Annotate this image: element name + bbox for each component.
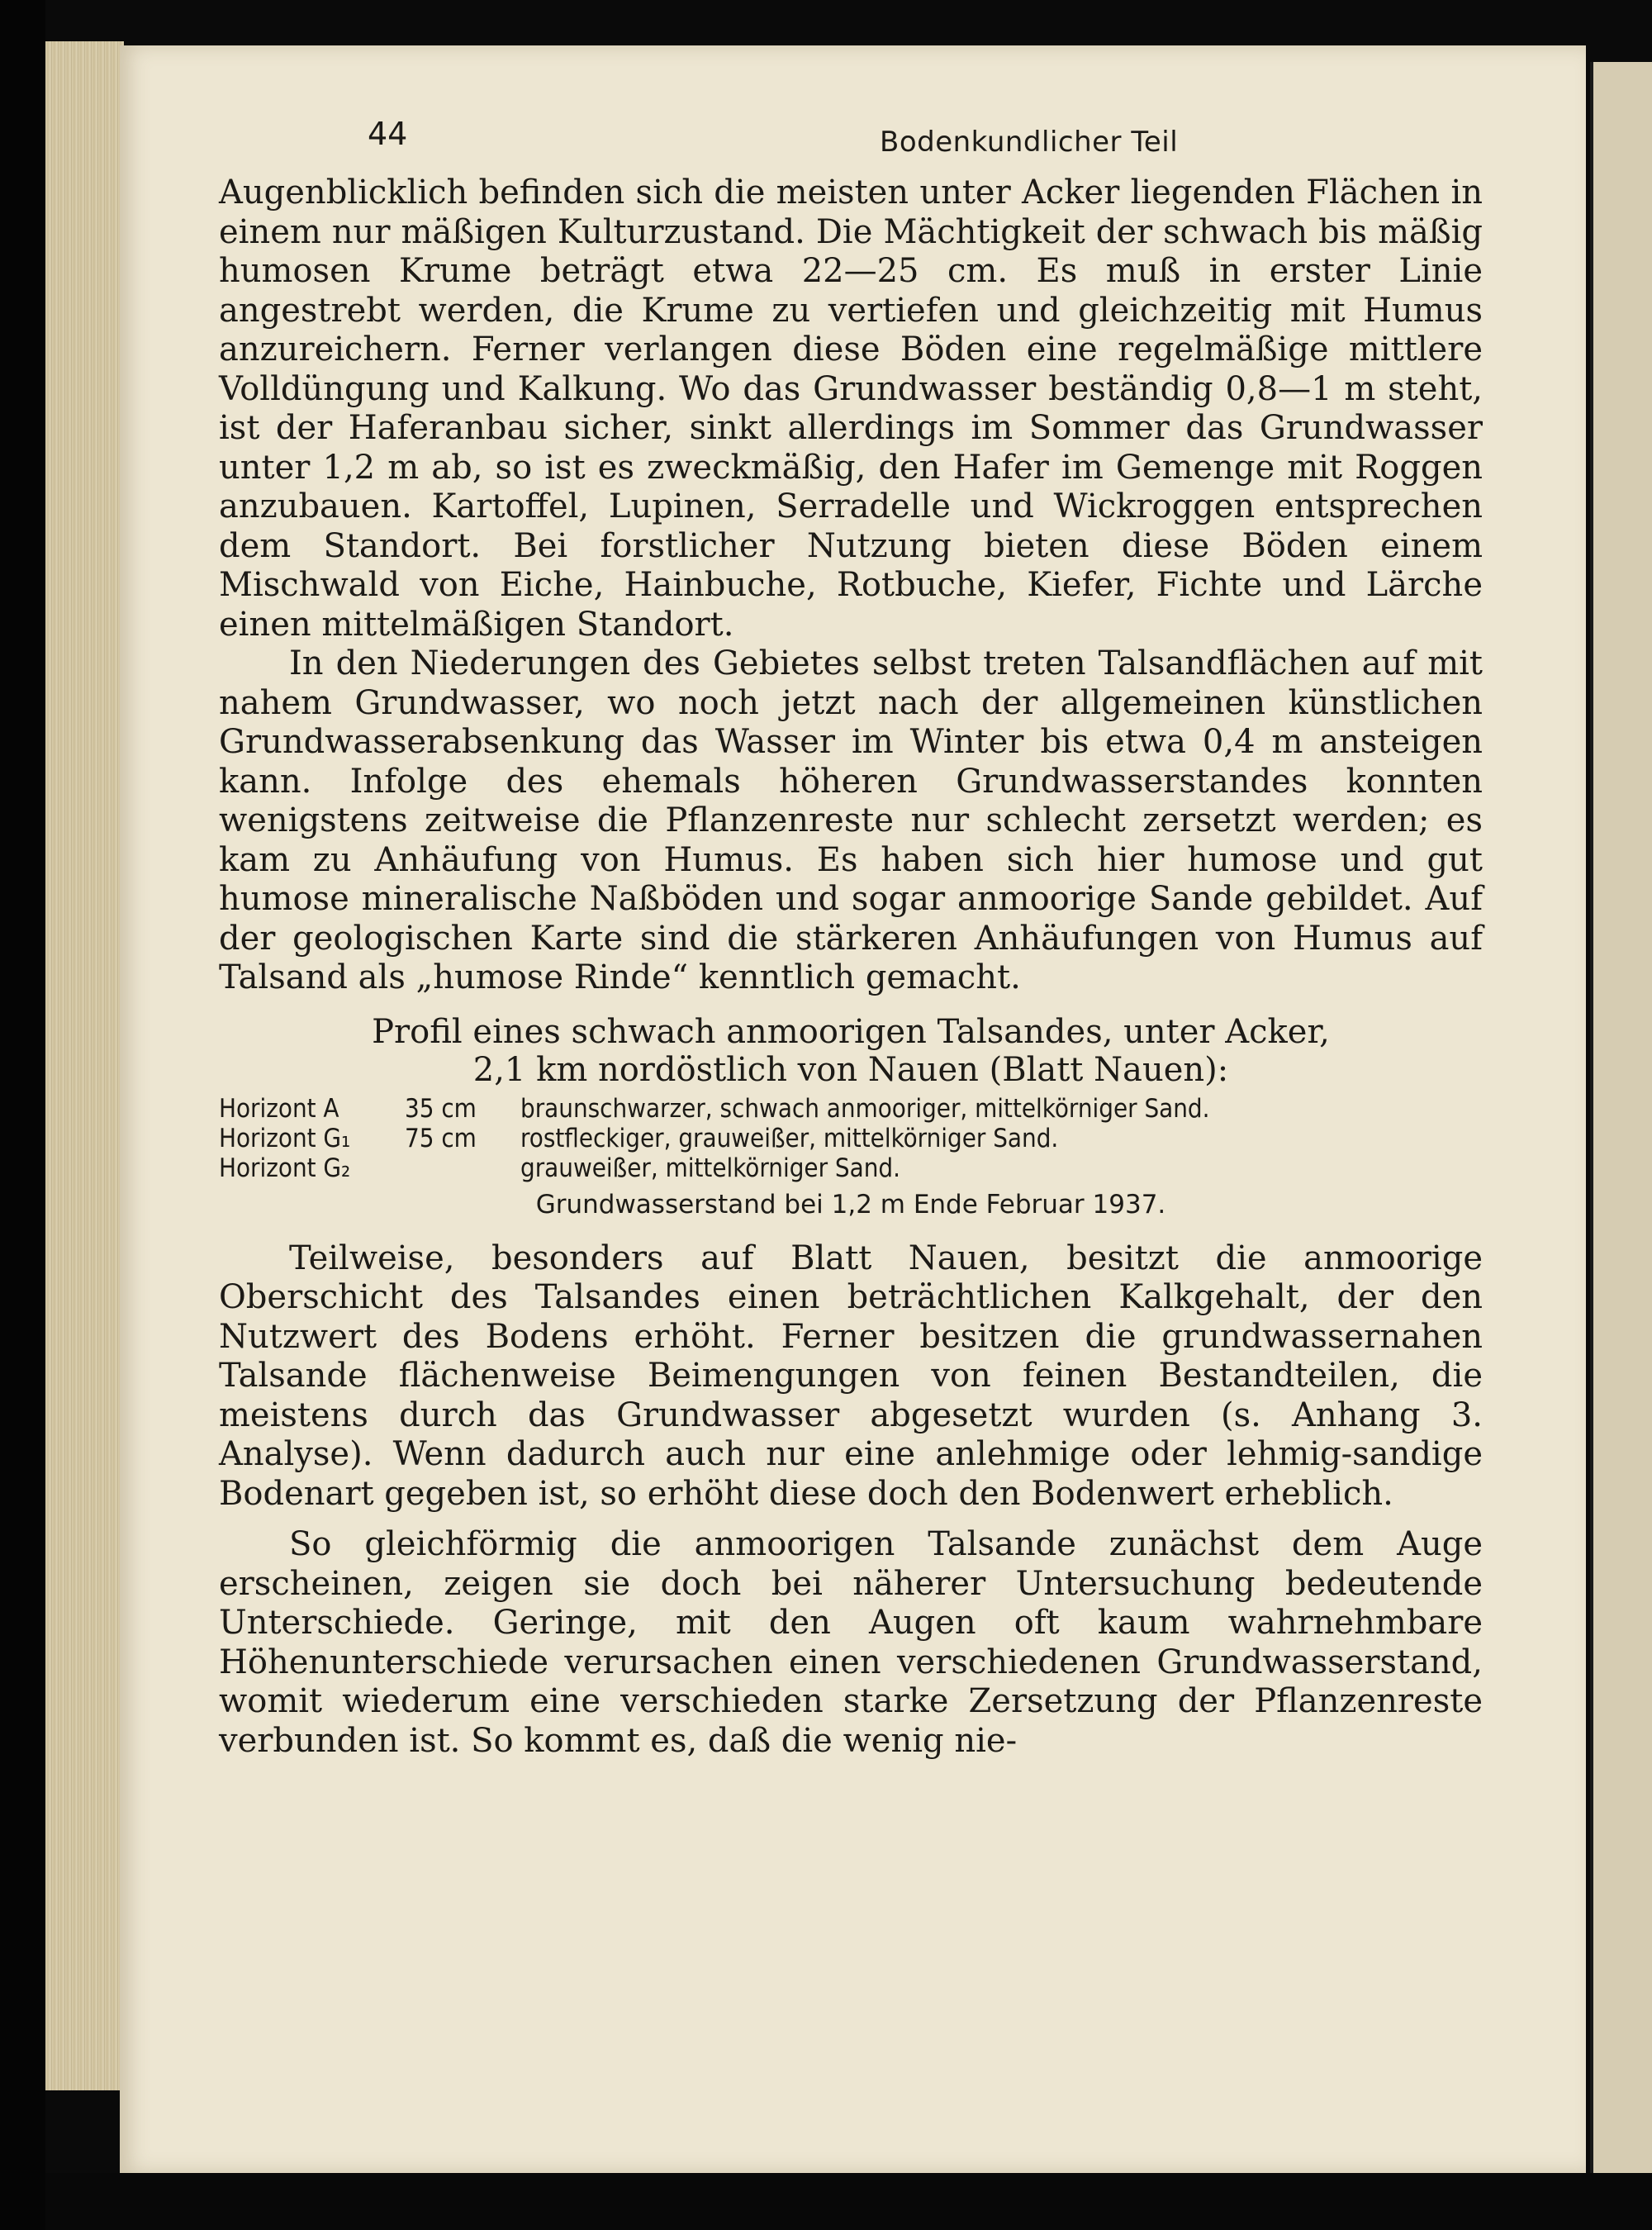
- profile-row: [219, 1124, 1483, 1153]
- paragraph-3: Teilweise, besonders auf Blatt Nauen, besitzt die anmoorige Oberschicht des Talsandes einen beträchtlichen Kalkgehalt, der den Nutzwert des Bodens erhöht. Ferner besitzen die grundwassernahen Talsande flächenweise Beimengungen von feinen Bestandteilen, die meistens durch das Grundwasser abgesetzt wurden (s. Anhang 3. Analyse). Wenn dadurch auch nur eine anlehmige oder lehmig-sandige Bodenart gegeben ist, so erhöht diese doch den Bodenwert erheblich.: [219, 1239, 1483, 1513]
- profile-row: [219, 1094, 1483, 1124]
- horizon-name: Horizont G₁: [219, 1123, 351, 1153]
- horizon-name: Horizont A: [219, 1093, 339, 1124]
- profile-title: [219, 1013, 1483, 1089]
- paragraph-4: So gleichförmig die anmoorigen Talsande zunächst dem Auge erscheinen, zeigen sie doch bei näherer Untersuchung bedeutende Unterschiede. Geringe, mit den Augen oft kaum wahrnehmbare Höhenunterschiede verursachen einen verschiedenen Grundwasserstand, womit wiederum eine verschieden starke Zersetzung der Pflanzenreste verbunden ist. So kommt es, daß die wenig nie-: [219, 1525, 1483, 1760]
- horizon-description: rostfleckiger, grauweißer, mittelkörniger Sand.: [520, 1123, 1059, 1153]
- profile-row: [219, 1153, 1483, 1183]
- scan-background-left: [0, 0, 45, 2230]
- groundwater-level: Grundwasserstand bei 1,2 m Ende Februar 1937.: [535, 1189, 1166, 1220]
- horizon-description: braunschwarzer, schwach anmooriger, mittelkörniger Sand.: [520, 1093, 1210, 1124]
- page-number: 44: [368, 116, 408, 152]
- paragraph-2: In den Niederungen des Gebietes selbst treten Talsandflächen auf mit nahem Grundwasser, wo noch jetzt nach der allgemeinen künstlichen Grundwasserabsenkung das Wasser im Winter bis etwa 0,4 m ansteigen kann. Infolge des ehemals höheren Grundwasserstandes konnten wenigstens zeitweise die Pflanzenreste nur schlecht zersetzt werden; es kam zu Anhäufung von Humus. Es haben sich hier humose und gut humose mineralische Naßböden und sogar anmoorige Sande gebildet. Auf der geologischen Karte sind die stärkeren Anhäufungen von Humus auf Talsand als „humose Rinde“ kenntlich gemacht.: [219, 644, 1483, 996]
- page-stack-edge: [45, 41, 124, 2090]
- running-head: Bodenkundlicher Teil: [880, 126, 1179, 159]
- horizon-depth: 35 cm: [405, 1093, 477, 1124]
- profile-title-line-2: 2,1 km nordöstlich von Nauen (Blatt Nauen):: [472, 1050, 1229, 1089]
- horizon-depth: 75 cm: [405, 1123, 477, 1153]
- profile-title-line-1: Profil eines schwach anmoorigen Talsandes, unter Acker,: [372, 1012, 1330, 1051]
- horizon-description: grauweißer, mittelkörniger Sand.: [520, 1153, 900, 1183]
- paragraph-1: Augenblicklich befinden sich die meisten unter Acker liegenden Flächen in einem nur mäßigen Kulturzustand. Die Mächtigkeit der schwach bis mäßig humosen Krume beträgt etwa 22—25 cm. Es muß in erster Linie angestrebt werden, die Krume zu vertiefen und gleichzeitig mit Humus anzureichern. Ferner verlangen diese Böden eine regelmäßige mittlere Volldüngung und Kalkung. Wo das Grundwasser beständig 0,8—1 m steht, ist der Haferanbau sicher, sinkt allerdings im Sommer das Grundwasser unter 1,2 m ab, so ist es zweckmäßig, den Hafer im Gemenge mit Roggen anzubauen. Kartoffel, Lupinen, Serradelle und Wickroggen entsprechen dem Standort. Bei forstlicher Nutzung bieten diese Böden einem Mischwald von Eiche, Hainbuche, Rotbuche, Kiefer, Fichte und Lärche einen mittelmäßigen Standort.: [219, 174, 1483, 644]
- horizon-name: Horizont G₂: [219, 1153, 351, 1183]
- horizon-depth: [405, 1153, 520, 1183]
- page-content: [219, 107, 1483, 1761]
- facing-page-edge: [1590, 62, 1652, 2177]
- profile-table: [219, 1094, 1483, 1183]
- page-header: [219, 107, 1483, 174]
- scan-background-bottom: [45, 2173, 1652, 2230]
